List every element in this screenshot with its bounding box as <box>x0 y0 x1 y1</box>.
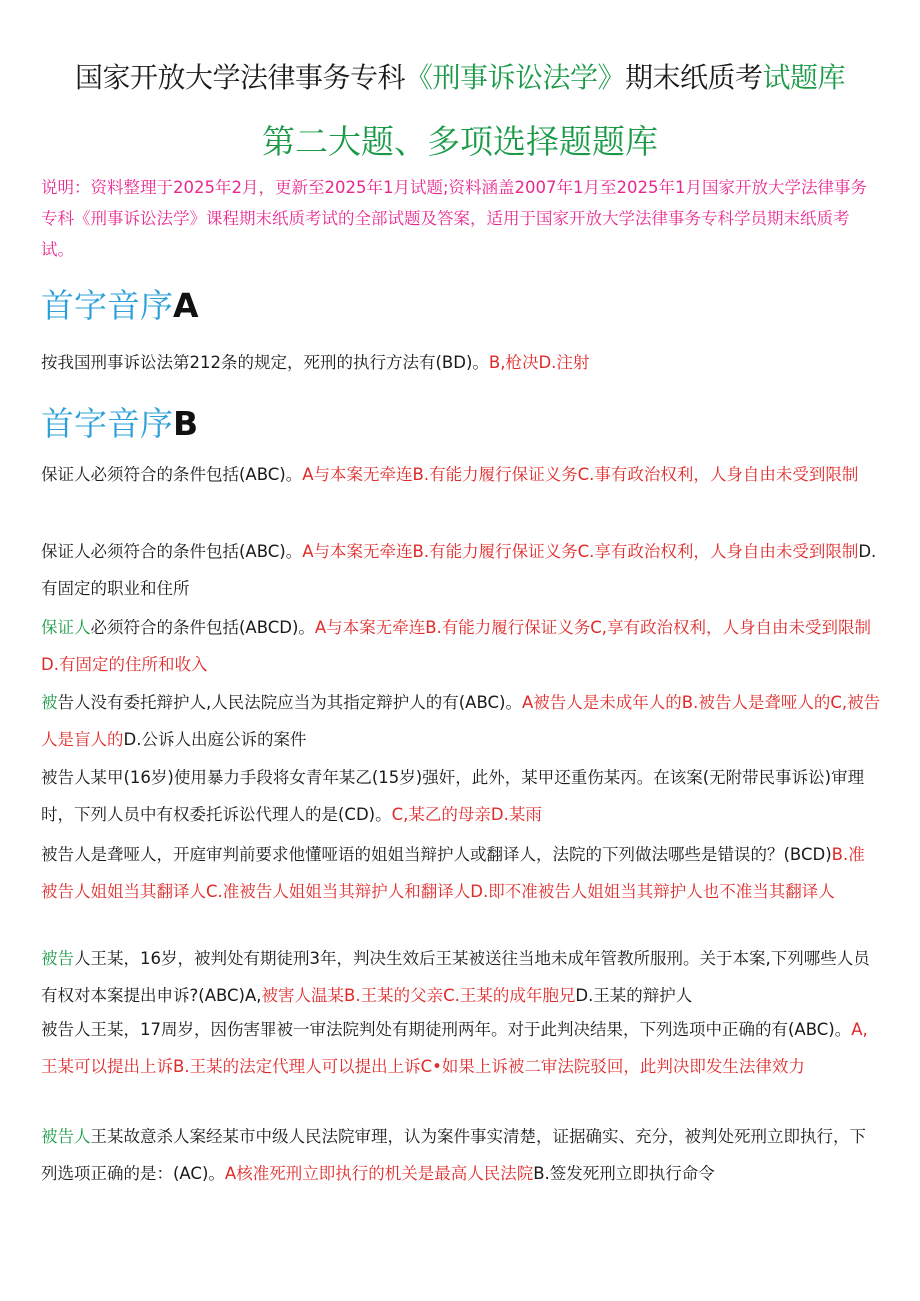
answer-text: 被害人温某B.王某的父亲C.王某的成年胞兄 <box>261 986 576 1005</box>
section-label: 首字音序 <box>41 286 173 325</box>
question-lead: 保证人 <box>41 618 91 637</box>
question-lead: 被 <box>41 693 58 712</box>
answer-text: A核准死刑立即执行的机关是最高人民法院 <box>224 1164 534 1183</box>
answer-text: A与本案无牵连B.有能力履行保证义务C.事有政治权利，人身自由未受到限制 <box>302 465 859 484</box>
section-letter: B <box>173 404 199 443</box>
question-item <box>41 456 881 493</box>
question-item <box>41 344 881 381</box>
question-text: 被告人王某，17周岁，因伤害罪被一审法院判处有期徒刑两年。对于此判决结果，下列选项中正确的有(ABC)。 <box>41 1020 852 1039</box>
answer-text: A,王某可以提出上诉B.王某的法定代理人可以提出上诉C•如果上诉被二审法院驳回，此判决即发生法律效力 <box>41 1020 868 1076</box>
answer-text: A与本案无牵连B.有能力履行保证义务C,享有政治权利，人身自由未受到限制D.有固定的住所和收入 <box>41 618 872 674</box>
answer-text: A与本案无牵连B.有能力履行保证义务C.享有政治权利，人身自由未受到限制 <box>302 542 859 561</box>
section-heading-a <box>41 284 199 328</box>
section-heading-b <box>41 402 198 446</box>
question-item <box>41 684 881 758</box>
question-text: 告人没有委托辩护人,人民法院应当为其指定辩护人的有(ABC)。 <box>57 693 522 712</box>
question-item <box>41 836 881 910</box>
question-text: 保证人必须符合的条件包括(ABC)。 <box>41 542 303 561</box>
question-item <box>41 609 881 683</box>
description-note: 说明：资料整理于2025年2月，更新至2025年1月试题;资料涵盖2007年1月至2025年1月国家开放大学法律事务专科《刑事诉讼法学》课程期末纸质考试的全部试题及答案，适用于国家开放大学法律事务专科学员期末纸质考试。 <box>41 178 868 259</box>
question-text: 被告人是聋哑人，开庭审判前要求他懂哑语的姐姐当辩护人或翻译人，法院的下列做法哪些是错误的？(BCD) <box>41 845 832 864</box>
question-tail: D.王某的辩护人 <box>575 986 693 1005</box>
answer-text: A被告人是未成年人的B.被告人是聋哑人的C,被告人是盲人的 <box>41 693 881 749</box>
question-lead: 被告人 <box>41 1127 91 1146</box>
question-tail: D.公诉人出庭公诉的案件 <box>123 730 307 749</box>
question-item <box>41 940 881 1014</box>
question-text: 必须符合的条件包括(ABCD)。 <box>90 618 315 637</box>
question-text: 人王某，16岁，被判处有期徒刑3年，判决生效后王某被送往当地未成年管教所服刑。关于本案,下列哪些人员有权对本案提出申诉?(ABC)A, <box>41 949 870 1005</box>
title-prefix: 国家开放大学法律事务专科 <box>74 61 405 94</box>
question-text: 王某故意杀人案经某市中级人民法院审理，认为案件事实清楚，证据确实、充分，被判处死刑立即执行，下列选项正确的是：(AC)。 <box>41 1127 866 1183</box>
question-text: 保证人必须符合的条件包括(ABC)。 <box>41 465 303 484</box>
page-title <box>0 58 920 98</box>
title-mid: 期末纸质考 <box>625 61 763 94</box>
answer-text: C,某乙的母亲D.某雨 <box>391 805 542 824</box>
question-tail: B.签发死刑立即执行命令 <box>533 1164 715 1183</box>
question-item <box>41 533 881 607</box>
page-subtitle: 第二大题、多项选择题题库 <box>262 122 658 161</box>
answer-text: B.准被告人姐姐当其翻译人C.准被告人姐姐当其辩护人和翻译人D.即不准被告人姐姐当其辩护人也不准当其翻译人 <box>41 845 865 901</box>
section-letter: A <box>173 286 199 325</box>
question-text: 按我国刑事诉讼法第212条的规定，死刑的执行方法有(BD)。 <box>41 353 489 372</box>
question-item <box>41 759 881 833</box>
section-label: 首字音序 <box>41 404 173 443</box>
question-item <box>41 1118 881 1192</box>
title-suffix: 试题库 <box>762 61 846 94</box>
title-course: 《刑事诉讼法学》 <box>404 61 625 94</box>
question-tail: D.有固定的职业和住所 <box>41 542 877 598</box>
question-lead: 被告 <box>41 949 74 968</box>
answer-text: B,枪决D.注射 <box>488 353 590 372</box>
question-text: 被告人某甲(16岁)使用暴力手段将女青年某乙(15岁)强奸，此外，某甲还重伤某丙。在该案(无附带民事诉讼)审理时，下列人员中有权委托诉讼代理人的是(CD)。 <box>41 768 865 824</box>
question-item <box>41 1011 881 1085</box>
